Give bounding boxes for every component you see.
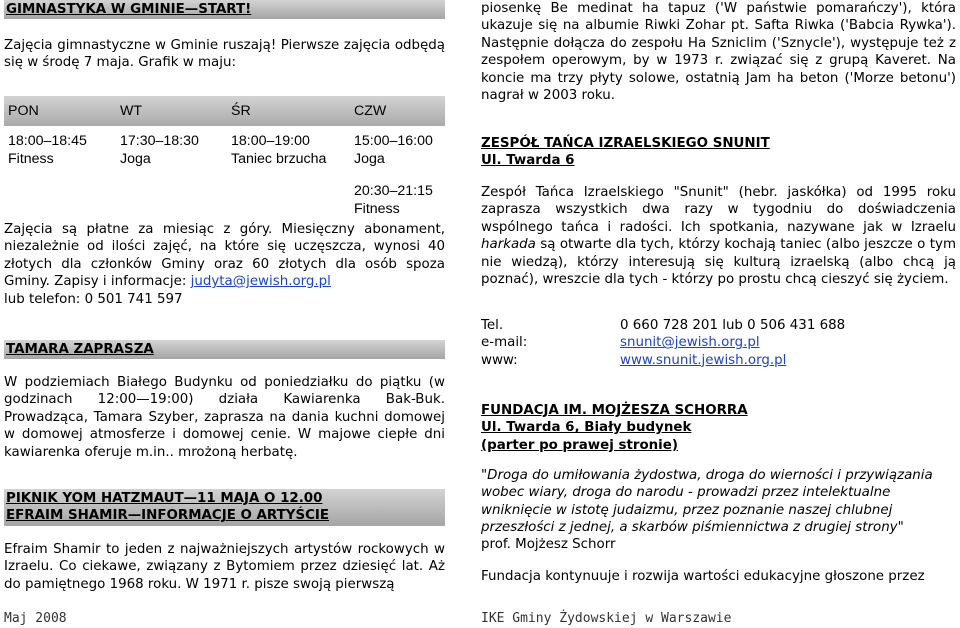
gym-intro: Zajęcia gimnastyczne w Gminie ruszają! Pierwsze zajęcia odbędą się w środę 7 maja. Grafik w maju: [4,38,445,71]
www-label: www: [481,352,518,368]
section-header-fundacja: FUNDACJA IM. MOJŻESZA SCHORRA Ul. Twarda 6, Biały budynek (parter po prawej stronie) [481,403,748,453]
schedule-header-mon: PON [4,96,116,126]
footer-date: Maj 2008 [4,611,67,626]
schedule-cell-thu: 15:00–16:00 Joga 20:30–21:15 Fitness [354,133,433,217]
section-header-piknik: PIKNIK YOM HATZMAUT—11 MAJA O 12.00 EFRAIM SHAMIR—INFORMACJE O ARTYŚCIE [4,489,445,526]
schedule-table [4,96,445,220]
schedule-cell-tue: 17:30–18:30 Joga [120,133,199,167]
snunit-text: Zespół Tańca Izraelskiego "Snunit" (hebr. jaskółka) od 1995 roku zaprasza wszystkich dwa razy w tygodniu do doświadczenia wspólnego tańca i radości. Ich spotkania, nazywane jak w Izraelu harkada są otwarte dla tych, którzy kochają taniec (albo jeszcze o tym nie wiedzą), którzy interesują się kulturą izraelską (albo chcą ją poznać), wreszcie dla tych - którzy po prostu chcą cieszyć się życiem. [481,185,956,288]
schedule-header-tue: WT [116,96,227,126]
schedule-row [4,126,445,220]
schorr-quote: "Droga do umiłowania żydostwa, droga do wierności i przywiązania wobec wiary, droga do narodu - prowadzi przez intelektualne wniknięcie w istotę judaizmu, przez poznanie naszej chlubnej przeszłości z jednej, a skarbów piśmiennictwa z drugiej strony" [481,468,933,536]
snunit-www-link[interactable]: www.snunit.jewish.org.pl [620,352,787,368]
gym-details: Zajęcia są płatne za miesiąc z góry. Miesięczny abonament, niezależnie od ilości zajęć, na które się uczęszcza, wynosi 40 złotych dla członków Gminy oraz 60 złotych dla osób spoza Gminy. Zapisy i informacje: judyta@jewish.org.pl lub telefon: 0 501 741 597 [4,222,445,307]
schedule-header-wed: ŚR [227,96,350,126]
schedule-cell-mon: 18:00–18:45 Fitness [8,133,87,167]
section-header-snunit: ZESPÓŁ TAŃCA IZRAELSKIEGO SNUNIT Ul. Twarda 6 [481,136,770,169]
shamir-continued: piosenkę Be medinat ha tapuz ('W państwie pomarańczy'), która ukazuje się na albumie Riwki Zohar pt. Safta Riwka ('Babcia Rywka'). Następnie dołącza do zespołu Ha Szniclim ('Sznycle'), występuje też z zespołem operowym, by w 1973 r. związać się z grupą Kaveret. Na koncie ma trzy płyty solowe, ostatnią Jam ha beton ('Morze betonu') nagrał w 2003 roku. [481,1,956,104]
snunit-email-link[interactable]: snunit@jewish.org.pl [620,335,760,351]
footer-publisher: IKE Gminy Żydowskiej w Warszawie [481,611,732,626]
fundacja-text: Fundacja kontynuuje i rozwija wartości edukacyjne głoszone przez [481,569,925,584]
tamara-text: W podziemiach Białego Budynku od poniedziałku do piątku (w godzinach 12:00—19:00) działa Kawiarenka Bak-Buk. Prowadząca, Tamara Szyber, zaprasza na dania kuchni domowej w domowej atmosferze i domowej cenie. W majowe ciepłe dni kawiarenka oferuje m.in.. mrożoną herbatę. [4,375,445,460]
tel-label: Tel. [481,318,504,333]
tel-value: 0 660 728 201 lub 0 506 431 688 [620,318,846,333]
shamir-text: Efraim Shamir to jeden z najważniejszych artystów rockowych w Izraelu. Co ciekawe, związany z Bytomiem przez dziesięć lat. Aż do pamiętnego 1968 roku. W 1971 r. pisze swoją pierwszą [4,542,445,592]
snunit-contact-table [481,317,845,369]
schedule-header-row [4,96,445,126]
schedule-header-thu: CZW [350,96,445,126]
email-label: e-mail: [481,335,528,351]
section-header-tamara: TAMARA ZAPRASZA [4,340,445,359]
quote-author: prof. Mojżesz Schorr [481,537,616,552]
section-header-gym: GIMNASTYKA W GMINIE—START! [4,0,445,19]
gym-email-link[interactable]: judyta@jewish.org.pl [190,274,331,290]
schedule-cell-wed: 18:00–19:00 Taniec brzucha [231,133,327,167]
